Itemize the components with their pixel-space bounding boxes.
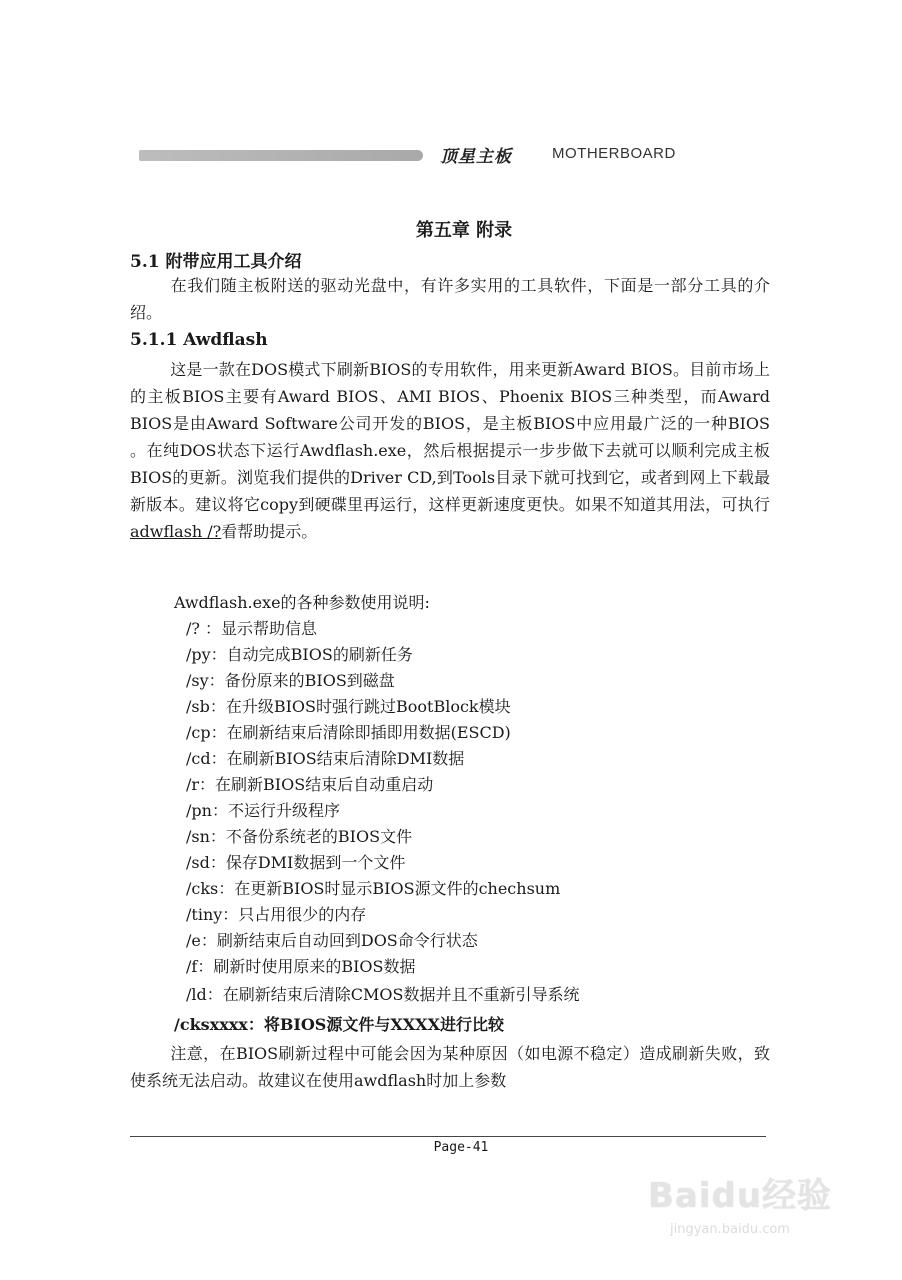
param-item: /cd：在刷新BIOS结束后清除DMI数据 (186, 749, 465, 768)
param-item: /f：刷新时使用原来的BIOS数据 (186, 957, 416, 976)
watermark-url: jingyan.baidu.com (670, 1222, 790, 1237)
param-item: /? ：显示帮助信息 (186, 619, 318, 638)
header-decor-bar (139, 150, 423, 161)
param-item: /tiny：只占用很少的内存 (186, 905, 367, 924)
param-item: /r：在刷新BIOS结束后自动重启动 (186, 775, 434, 794)
param-item: /ld：在刷新结束后清除CMOS数据并且不重新引导系统 (186, 985, 580, 1004)
section-5-1-1-body (130, 356, 770, 545)
param-item: /sn：不备份系统老的BIOS文件 (186, 827, 413, 846)
footer-divider (130, 1136, 766, 1137)
section-5-1-1-text: 这是一款在DOS模式下刷新BIOS的专用软件，用来更新Award BIOS。目前市场上的主板BIOS主要有Award BIOS、AMI BIOS、Phoenix BIOS三种类型，而Award BIOS是由Award Software公司开发的BIOS，是主板BIOS中应用最广泛的一种BIOS 。在纯DOS状态下运行Awdflash.exe，然后根据提示一步步做下去就可以顺利完成主板BIOS的更新。浏览我们提供的Driver CD,到Tools目录下就可找到它，或者到网上下载最新版本。建议将它copy到硬碟里再运行，这样更新速度更快。如果不知道其用法，可执行 (130, 360, 770, 514)
params-heading: Awdflash.exe的各种参数使用说明: (174, 593, 430, 612)
param-item: /cp：在刷新结束后清除即插即用数据(ESCD) (186, 723, 511, 742)
chapter-title: 第五章 附录 (415, 220, 513, 241)
section-5-1-1-text-end: 看帮助提示。 (221, 522, 318, 541)
section-5-1-body (130, 272, 770, 326)
watermark-logo: Baidu经验 (648, 1176, 833, 1216)
header-brand: 顶星主板 (440, 147, 512, 167)
header-motherboard: MOTHERBOARD (552, 145, 676, 162)
param-item: /sd：保存DMI数据到一个文件 (186, 853, 406, 872)
section-5-1-heading: 5.1 附带应用工具介绍 (130, 252, 302, 272)
help-command-link: adwflash /? (130, 522, 222, 541)
param-item: /pn：不运行升级程序 (186, 801, 340, 820)
param-item: /e：刷新结束后自动回到DOS命令行状态 (186, 931, 478, 950)
param-item: /cks：在更新BIOS时显示BIOS源文件的chechsum (186, 879, 561, 898)
section-5-1-1-heading: 5.1.1 Awdflash (130, 330, 268, 350)
section-5-1-text: 在我们随主板附送的驱动光盘中，有许多实用的工具软件，下面是一部分工具的介绍。 (130, 276, 770, 322)
param-item-bold: /cksxxxx：将BIOS源文件与XXXX进行比较 (174, 1015, 504, 1034)
param-item: /sy：备份原来的BIOS到磁盘 (186, 671, 395, 690)
note-paragraph (130, 1040, 770, 1094)
page-number: Page-41 (433, 1140, 489, 1155)
note-text: 注意，在BIOS刷新过程中可能会因为某种原因（如电源不稳定）造成刷新失败，致使系统无法启动。故建议在使用awdflash时加上参数 (130, 1044, 770, 1090)
param-item: /sb：在升级BIOS时强行跳过BootBlock模块 (186, 697, 511, 716)
param-item: /py：自动完成BIOS的刷新任务 (186, 645, 413, 664)
watermark (640, 1150, 880, 1260)
